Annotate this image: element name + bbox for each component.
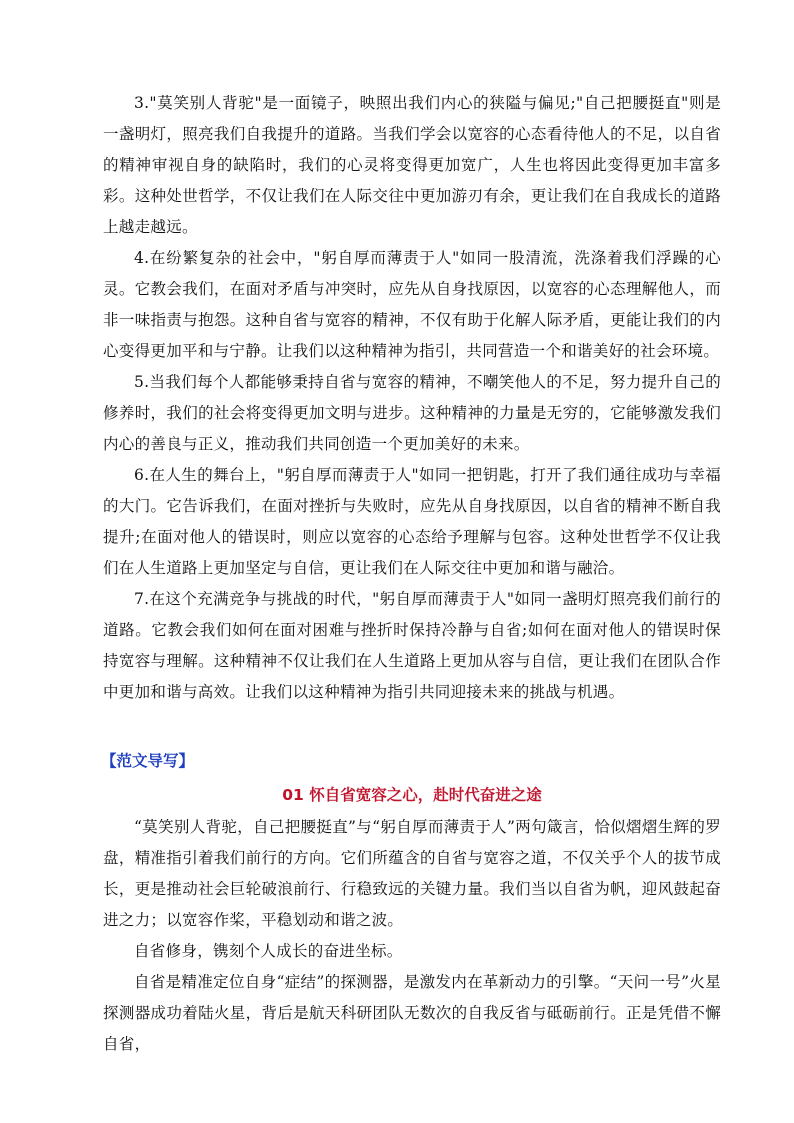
essay-paragraph-subheading: 自省修身，镌刻个人成长的奋进坐标。 [134,942,403,960]
numbered-paragraph-3: 3."莫笑别人背驼"是一面镜子，映照出我们内心的狭隘与偏见;"自己把腰挺直"则是一盏明灯，照亮我们自我提升的道路。当我们学会以宽容的心态看待他人的不足，以自省的精神审视自身的缺陷时，我们的心灵将变得更加宽广，人生也将因此变得更加丰富多彩。这种处世哲学，不仅让我们在人际交往中更加游刃有余，更让我们在自我成长的道路上越走越远。 [103,94,721,236]
essay-paragraph-intro: “莫笑别人背驼，自己把腰挺直”与“躬自厚而薄责于人”两句箴言，恰似熠熠生辉的罗盘，精准指引着我们前行的方向。它们所蕴含的自省与宽容之道，不仅关乎个人的拔节成长，更是推动社会巨轮破浪前行、行稳致远的关键力量。我们当以自省为帆，迎风鼓起奋进之力；以宽容作桨，平稳划动和谐之波。 [103,818,721,929]
numbered-paragraph-7: 7.在这个充满竞争与挑战的时代，"躬自厚而薄责于人"如同一盏明灯照亮我们前行的道路。它教会我们如何在面对困难与挫折时保持冷静与自省;如何在面对他人的错误时保持宽容与理解。这种精神不仅让我们在人生道路上更加从容与自信，更让我们在团队合作中更加和谐与高效。让我们以这种精神为指引共同迎接未来的挑战与机遇。 [103,590,721,701]
document-content [103,88,721,1060]
section-heading: 【范文导写】 [101,752,195,770]
numbered-paragraph-4: 4.在纷繁复杂的社会中，"躬自厚而薄责于人"如同一股清流，洗涤着我们浮躁的心灵。它教会我们，在面对矛盾与冲突时，应先从自身找原因，以宽容的心态理解他人，而非一味指责与抱怨。这种自省与宽容的精神，不仅有助于化解人际矛盾，更能让我们的内心变得更加平和与宁静。让我们以这种精神为指引，共同营造一个和谐美好的社会环境。 [103,249,721,360]
essay-paragraph-body: 自省是精准定位自身“症结”的探测器，是激发内在革新动力的引擎。“天问一号”火星探测器成功着陆火星，背后是航天科研团队无数次的自我反省与砥砺前行。正是凭借不懈自省， [103,973,721,1053]
numbered-paragraph-5: 5.当我们每个人都能够秉持自省与宽容的精神，不嘲笑他人的不足，努力提升自己的修养时，我们的社会将变得更加文明与进步。这种精神的力量是无穷的，它能够激发我们内心的善良与正义，推动我们共同创造一个更加美好的未来。 [103,373,721,453]
essay-title: 01 怀自省宽容之心，赴时代奋进之途 [282,786,542,804]
numbered-paragraph-6: 6.在人生的舞台上，"躬自厚而薄责于人"如同一把钥匙，打开了我们通往成功与幸福的大门。它告诉我们，在面对挫折与失败时，应先从自身找原因，以自省的精神不断自我提升;在面对他人的错误时，则应以宽容的心态给予理解与包容。这种处世哲学不仅让我们在人生道路上更加坚定与自信，更让我们在人际交往中更加和谐与融洽。 [103,466,721,577]
